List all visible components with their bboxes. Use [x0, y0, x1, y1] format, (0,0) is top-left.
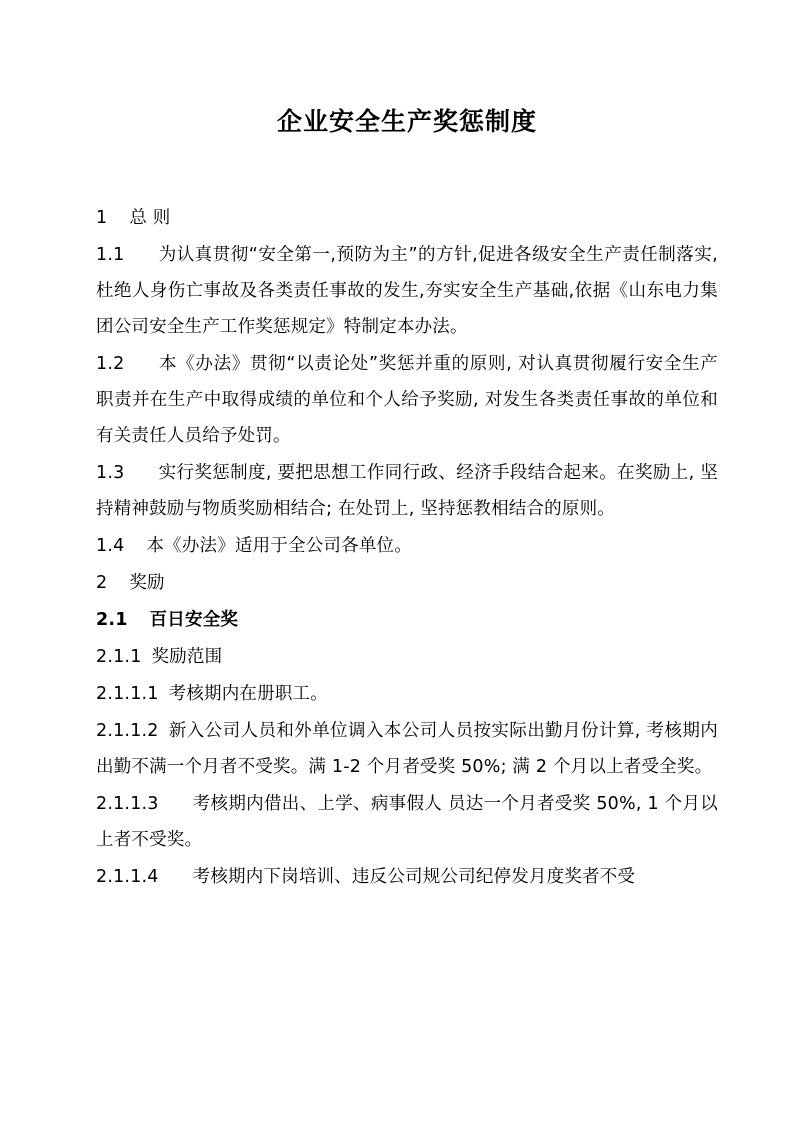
paragraph-text: 考核期内借出、上学、病事假人 员达一个月者受奖 50%, 1 个月以上者不受奖。 [96, 794, 718, 850]
paragraph-sec-1-3 [96, 455, 718, 527]
paragraph-number: 2.1.1.1 [96, 684, 159, 704]
document-body [96, 200, 718, 895]
paragraph-text: 考核期内在册职工。 [168, 684, 328, 704]
paragraph-text: 奖励 [129, 573, 165, 593]
paragraph-sec-1-1 [96, 237, 718, 345]
paragraph-sec-2-1-heading [96, 602, 718, 638]
paragraph-sec-2-1-1-2 [96, 713, 718, 785]
paragraph-text: 实行奖惩制度, 要把思想工作同行政、经济手段结合起来。在奖励上, 坚持精神鼓励与物质奖励相结合; 在处罚上, 坚持惩教相结合的原则。 [96, 463, 718, 519]
paragraph-sec-1-heading [96, 200, 718, 236]
paragraph-sec-2-1-1-1 [96, 676, 718, 712]
paragraph-text: 为认真贯彻“安全第一,预防为主”的方针,促进各级安全生产责任制落实,杜绝人身伤亡事故及各类责任事故的发生,夯实安全生产基础,依据《山东电力集团公司安全生产工作奖惩规定》特制定本办法。 [96, 245, 718, 337]
paragraph-number: 1.1 [96, 245, 125, 265]
paragraph-text: 百日安全奖 [149, 610, 239, 630]
paragraph-number: 2.1.1.4 [96, 867, 159, 887]
page-title: 企业安全生产奖惩制度 [276, 107, 537, 136]
paragraph-number: 2.1.1.2 [96, 721, 159, 741]
paragraph-number: 1.4 [96, 536, 125, 556]
paragraph-text: 本《办法》适用于全公司各单位。 [146, 536, 412, 556]
paragraph-number: 2.1.1.3 [96, 794, 159, 814]
paragraph-text: 本《办法》贯彻“以责论处”奖惩并重的原则, 对认真贯彻履行安全生产职责并在生产中取得成绩的单位和个人给予奖励, 对发生各类责任事故的单位和有关责任人员给予处罚。 [96, 354, 718, 446]
paragraph-sec-2-1-1 [96, 639, 718, 675]
paragraph-number: 2.1 [96, 610, 128, 630]
paragraph-sec-2-heading [96, 565, 718, 601]
paragraph-sec-2-1-1-3 [96, 786, 718, 858]
paragraph-number: 1.2 [96, 354, 125, 374]
paragraph-number: 1.3 [96, 463, 125, 483]
paragraph-sec-1-2 [96, 346, 718, 454]
paragraph-number: 1 [96, 208, 108, 228]
paragraph-sec-1-4 [96, 528, 718, 564]
paragraph-text: 奖励范围 [151, 647, 223, 667]
paragraph-text: 新入公司人员和外单位调入本公司人员按实际出勤月份计算, 考核期内出勤不满一个月者不受奖。满 1-2 个月者受奖 50%; 满 2 个月以上者受全奖。 [96, 721, 718, 777]
paragraph-text: 考核期内下岗培训、违反公司规公司纪停发月度奖者不受 [192, 867, 636, 887]
paragraph-text: 总 则 [129, 208, 171, 228]
paragraph-number: 2 [96, 573, 108, 593]
paragraph-sec-2-1-1-4 [96, 859, 718, 895]
paragraph-number: 2.1.1 [96, 647, 142, 667]
